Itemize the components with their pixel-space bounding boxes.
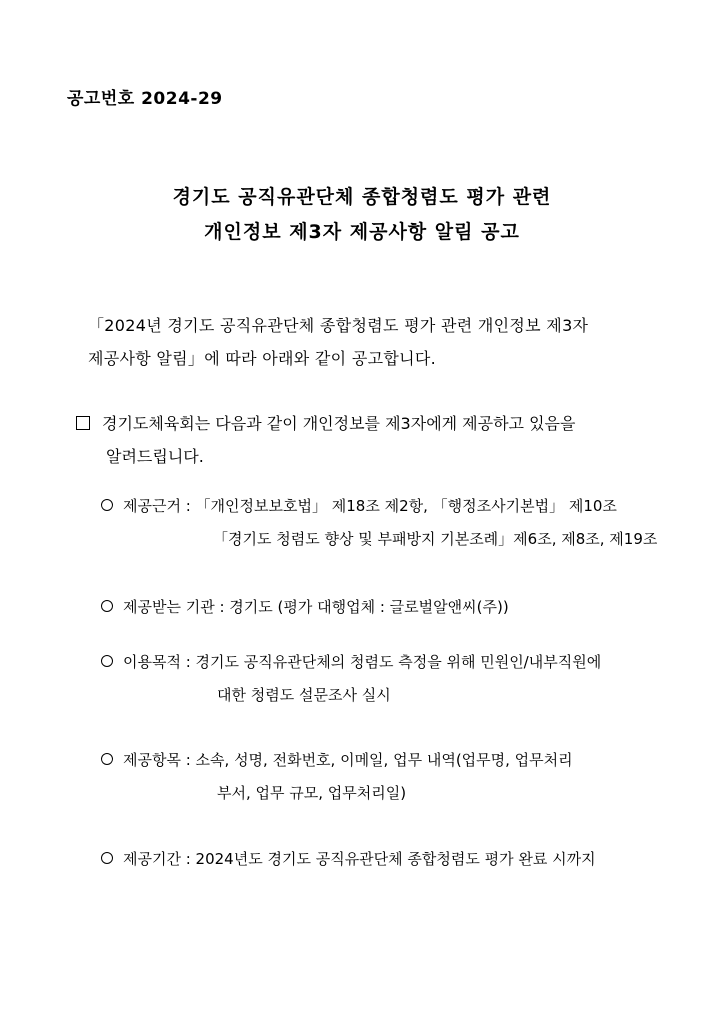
- item-period: [101, 848, 596, 869]
- document-title-line2: 개인정보 제3자 제공사항 알림 공고: [204, 221, 520, 243]
- item-purpose: [101, 651, 601, 672]
- main-statement-line1: 경기도체육회는 다음과 같이 개인정보를 제3자에게 제공하고 있음을: [102, 414, 576, 433]
- checkbox-square-icon: [76, 416, 90, 430]
- item-provided-data: [101, 749, 573, 770]
- main-statement-line2: 알려드립니다.: [106, 447, 204, 466]
- item-provided-data-line2: 부서, 업무 규모, 업무처리일): [217, 784, 407, 802]
- item-legal-basis-line1: 제공근거 : 「개인정보보호법」 제18조 제2항, 「행정조사기본법」 제10조: [123, 497, 617, 515]
- item-provided-data-line1: 제공항목 : 소속, 성명, 전화번호, 이메일, 업무 내역(업무명, 업무처리: [123, 751, 573, 769]
- circle-bullet-icon: [101, 852, 113, 864]
- item-period-line1: 제공기간 : 2024년도 경기도 공직유관단체 종합청렴도 평가 완료 시까지: [123, 850, 596, 868]
- intro-text-line1: 「2024년 경기도 공직유관단체 종합청렴도 평가 관련 개인정보 제3자: [88, 316, 589, 335]
- item-legal-basis-line2: 「경기도 청렴도 향상 및 부패방지 기본조례」제6조, 제8조, 제19조: [213, 530, 658, 548]
- circle-bullet-icon: [101, 499, 113, 511]
- item-purpose-line2: 대한 청렴도 설문조사 실시: [217, 686, 391, 704]
- document-title-line1: 경기도 공직유관단체 종합청렴도 평가 관련: [172, 186, 552, 208]
- circle-bullet-icon: [101, 600, 113, 612]
- circle-bullet-icon: [101, 655, 113, 667]
- intro-text-line2: 제공사항 알림」에 따라 아래와 같이 공고합니다.: [88, 349, 436, 368]
- main-statement: [76, 411, 575, 434]
- item-recipient: [101, 596, 509, 617]
- notice-number: 공고번호 2024-29: [67, 89, 223, 109]
- item-legal-basis: [101, 495, 617, 516]
- circle-bullet-icon: [101, 753, 113, 765]
- item-recipient-line1: 제공받는 기관 : 경기도 (평가 대행업체 : 글로벌알앤씨(주)): [123, 598, 509, 616]
- item-purpose-line1: 이용목적 : 경기도 공직유관단체의 청렴도 측정을 위해 민원인/내부직원에: [123, 653, 602, 671]
